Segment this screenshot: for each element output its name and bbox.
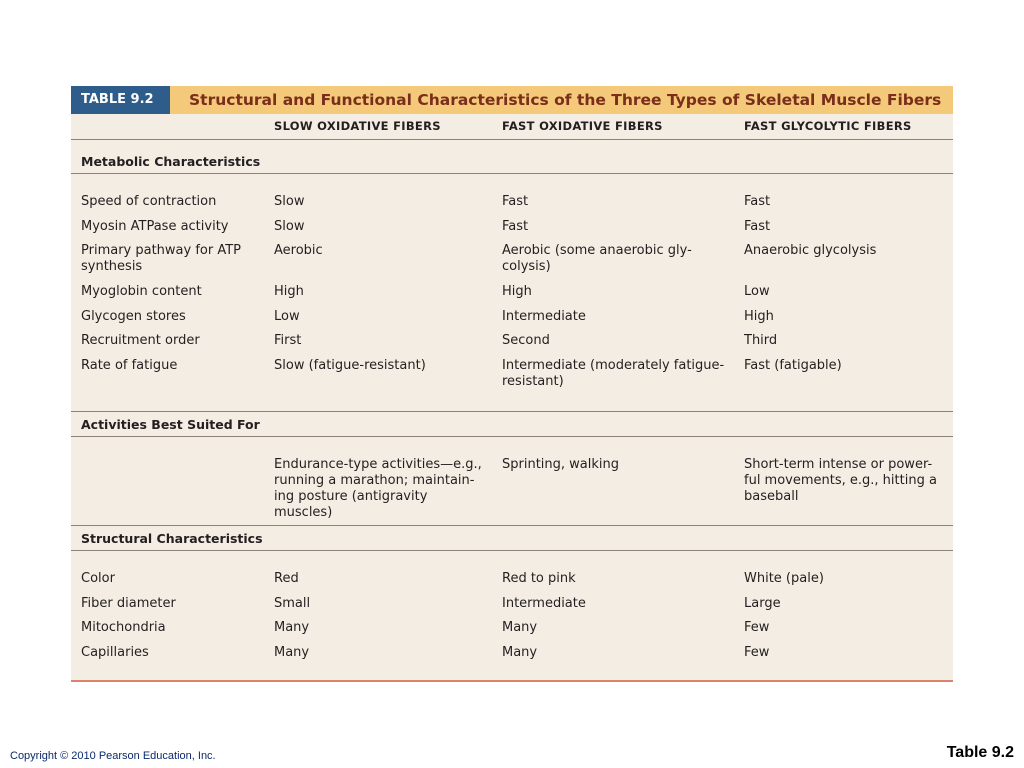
fast-glycolytic-value: Few <box>744 645 770 660</box>
slow-oxidative-value: First <box>274 333 302 348</box>
divider <box>71 436 953 437</box>
slow-oxidative-value: Aerobic <box>274 243 323 258</box>
row-label: Glycogen stores <box>81 309 186 324</box>
row-label: Color <box>81 571 115 586</box>
slide-label: Table 9.2 <box>946 744 1014 761</box>
fast-glycolytic-value: High <box>744 309 774 324</box>
fast-oxidative-value: Sprinting, walking <box>502 457 620 472</box>
section-heading-metabolic: Metabolic Characteristics <box>81 154 261 169</box>
slow-oxidative-value: Slow <box>274 194 305 209</box>
fast-oxidative-value: Many <box>502 645 538 660</box>
section-heading-structural: Structural Characteristics <box>81 531 263 546</box>
fast-glycolytic-value: Third <box>744 333 778 348</box>
table-title: Structural and Functional Characteristics of the Three Types of Skeletal Muscle Fibers <box>189 91 942 109</box>
fast-oxidative-value: Second <box>502 333 550 348</box>
slow-oxidative-value: Slow <box>274 219 305 234</box>
fast-glycolytic-value: Fast (fatigable) <box>744 358 842 373</box>
divider <box>71 139 953 140</box>
column-header-fast-glycolytic: FAST GLYCOLYTIC FIBERS <box>744 119 912 133</box>
slow-oxidative-value: Slow (fatigue-resistant) <box>274 358 426 373</box>
divider <box>71 550 953 551</box>
column-header-slow-oxidative: SLOW OXIDATIVE FIBERS <box>274 119 441 133</box>
divider <box>71 525 953 526</box>
row-label: Speed of contraction <box>81 194 217 209</box>
fast-oxidative-value: Fast <box>502 219 529 234</box>
row-label: Capillaries <box>81 645 149 660</box>
divider <box>71 173 953 174</box>
column-header-fast-oxidative: FAST OXIDATIVE FIBERS <box>502 119 663 133</box>
slow-oxidative-value: Many <box>274 620 310 635</box>
muscle-fiber-table <box>71 86 953 682</box>
row-label: Fiber diameter <box>81 596 176 611</box>
fast-oxidative-value: Intermediate <box>502 596 586 611</box>
row-label: Primary pathway for ATP synthesis <box>81 243 242 274</box>
fast-glycolytic-value: Anaerobic glycolysis <box>744 243 877 258</box>
table-title-bar <box>71 86 953 114</box>
fast-oxidative-value: Intermediate <box>502 309 586 324</box>
section-heading-activities: Activities Best Suited For <box>81 417 260 432</box>
fast-glycolytic-value: Low <box>744 284 770 299</box>
table-number-tag: TABLE 9.2 <box>71 86 170 114</box>
slow-oxidative-value: Many <box>274 645 310 660</box>
row-label: Myoglobin content <box>81 284 202 299</box>
fast-oxidative-value: Intermediate (moderately fatigue- resistant) <box>502 358 725 389</box>
slow-oxidative-value: Endurance-type activities—e.g., running a marathon; maintain- ing posture (antigravity muscles) <box>274 457 482 520</box>
fast-glycolytic-value: Fast <box>744 219 771 234</box>
row-label: Recruitment order <box>81 333 200 348</box>
fast-glycolytic-value: Fast <box>744 194 771 209</box>
slow-oxidative-value: Small <box>274 596 311 611</box>
fast-oxidative-value: Fast <box>502 194 529 209</box>
slow-oxidative-value: Low <box>274 309 300 324</box>
row-label: Myosin ATPase activity <box>81 219 229 234</box>
fast-oxidative-value: Aerobic (some anaerobic gly- colysis) <box>502 243 692 274</box>
fast-oxidative-value: Red to pink <box>502 571 576 586</box>
slow-oxidative-value: Red <box>274 571 299 586</box>
row-label: Rate of fatigue <box>81 358 178 373</box>
copyright-notice: Copyright © 2010 Pearson Education, Inc. <box>10 750 216 762</box>
fast-oxidative-value: High <box>502 284 532 299</box>
fast-glycolytic-value: White (pale) <box>744 571 824 586</box>
divider <box>71 411 953 412</box>
slow-oxidative-value: High <box>274 284 304 299</box>
row-label: Mitochondria <box>81 620 166 635</box>
fast-glycolytic-value: Few <box>744 620 770 635</box>
fast-glycolytic-value: Large <box>744 596 781 611</box>
fast-glycolytic-value: Short-term intense or power- ful movements, e.g., hitting a baseball <box>744 457 937 504</box>
fast-oxidative-value: Many <box>502 620 538 635</box>
